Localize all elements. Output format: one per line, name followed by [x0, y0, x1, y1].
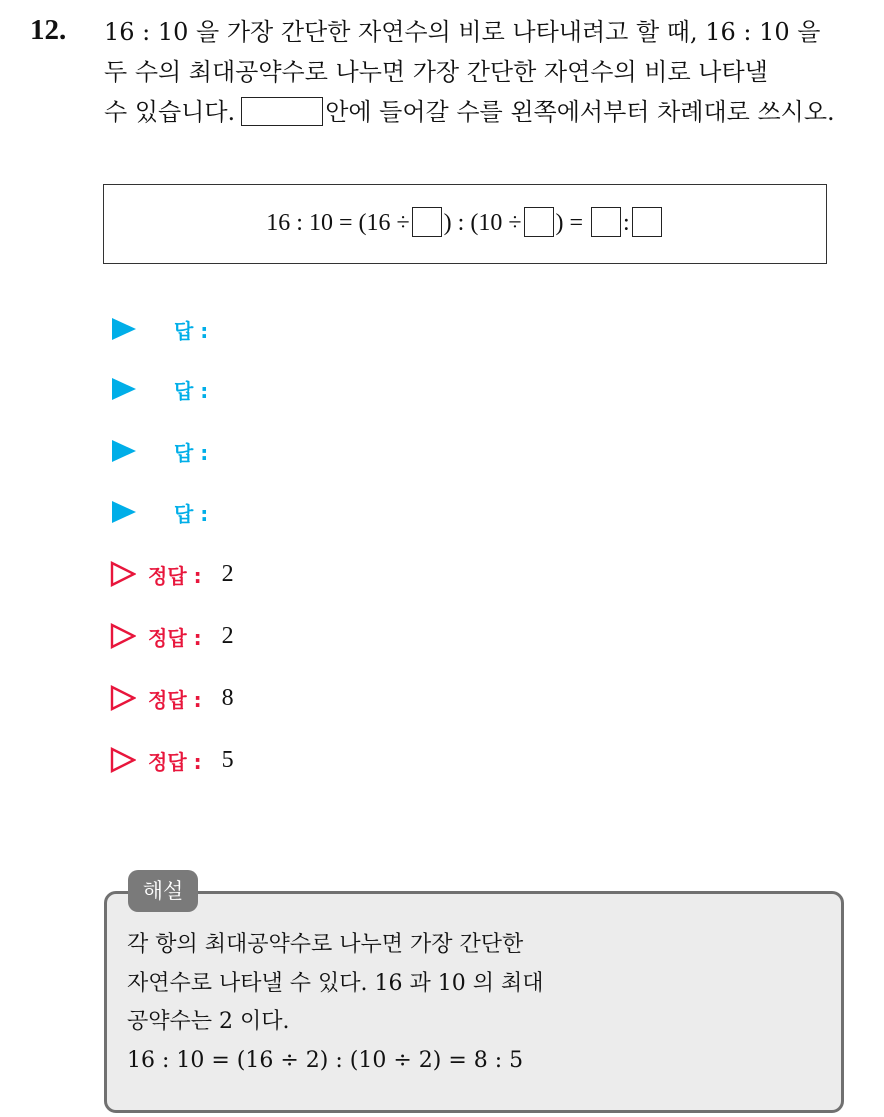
- answer-label: 답 :: [174, 501, 209, 526]
- outline-triangle-icon: [110, 623, 136, 649]
- correct-answer-value: 5: [221, 746, 234, 773]
- blank-divisor-1[interactable]: [412, 207, 442, 237]
- correct-answer-label: 정답 :: [148, 563, 202, 588]
- question-text: [104, 12, 874, 132]
- question-line-3-end: 안에 들어갈 수를 왼쪽에서부터 차례대로 쓰시오.: [325, 98, 835, 126]
- solution-line-3: 공약수는 2 이다.: [127, 1009, 290, 1034]
- correct-answer-label: 정답 :: [148, 625, 202, 650]
- answer-row-2[interactable]: [112, 372, 208, 406]
- play-triangle-icon: [112, 318, 136, 340]
- play-triangle-icon: [112, 501, 136, 523]
- correct-answer-label: 정답 :: [148, 687, 202, 712]
- answer-row-3[interactable]: [112, 434, 208, 468]
- outline-triangle-icon: [110, 685, 136, 711]
- outline-triangle-icon: [110, 747, 136, 773]
- solution-line-4: 16 : 10 = (16 ÷ 2) : (10 ÷ 2) = 8 : 5: [127, 1047, 524, 1073]
- equation-part-4: :: [623, 210, 630, 236]
- inline-blank-box: [241, 97, 323, 126]
- answer-row-4[interactable]: [112, 495, 208, 529]
- correct-answer-value: 2: [221, 560, 234, 587]
- question-line-3: [104, 92, 874, 132]
- equation-part-3: ) =: [555, 210, 584, 236]
- correct-answer-value: 8: [221, 684, 234, 711]
- answer-label: 답 :: [174, 318, 209, 343]
- solution-tab: 해설: [128, 870, 198, 912]
- solution-line-2: 자연수로 나타낼 수 있다. 16 과 10 의 최대: [127, 970, 544, 996]
- correct-answer-row-4: [110, 742, 234, 778]
- answer-row-1[interactable]: [112, 312, 208, 346]
- blank-result-1[interactable]: [591, 207, 621, 237]
- outline-triangle-icon: [110, 561, 136, 587]
- correct-answer-value: 2: [221, 622, 234, 649]
- question-line-2: 두 수의 최대공약수로 나누면 가장 간단한 자연수의 비로 나타낼: [104, 58, 768, 86]
- solution-text: [127, 926, 827, 1080]
- correct-answer-label: 정답 :: [148, 749, 202, 774]
- answer-label: 답 :: [174, 378, 209, 403]
- question-line-1: 16 : 10 을 가장 간단한 자연수의 비로 나타내려고 할 때, 16 : 10 을: [104, 18, 821, 46]
- equation-part-2: ) : (10 ÷: [443, 210, 522, 236]
- play-triangle-icon: [112, 440, 136, 462]
- question-number: 12.: [30, 14, 67, 46]
- equation: [104, 207, 826, 239]
- blank-divisor-2[interactable]: [524, 207, 554, 237]
- answer-label: 답 :: [174, 440, 209, 465]
- correct-answer-row-3: [110, 680, 234, 716]
- play-triangle-icon: [112, 378, 136, 400]
- correct-answer-row-2: [110, 618, 234, 654]
- blank-result-2[interactable]: [632, 207, 662, 237]
- equation-part-1: 16 : 10 = (16 ÷: [266, 210, 410, 236]
- solution-line-1: 각 항의 최대공약수로 나누면 가장 간단한: [127, 932, 524, 957]
- question-line-3-start: 수 있습니다.: [104, 98, 236, 126]
- correct-answer-row-1: [110, 556, 234, 592]
- equation-box: [103, 184, 827, 264]
